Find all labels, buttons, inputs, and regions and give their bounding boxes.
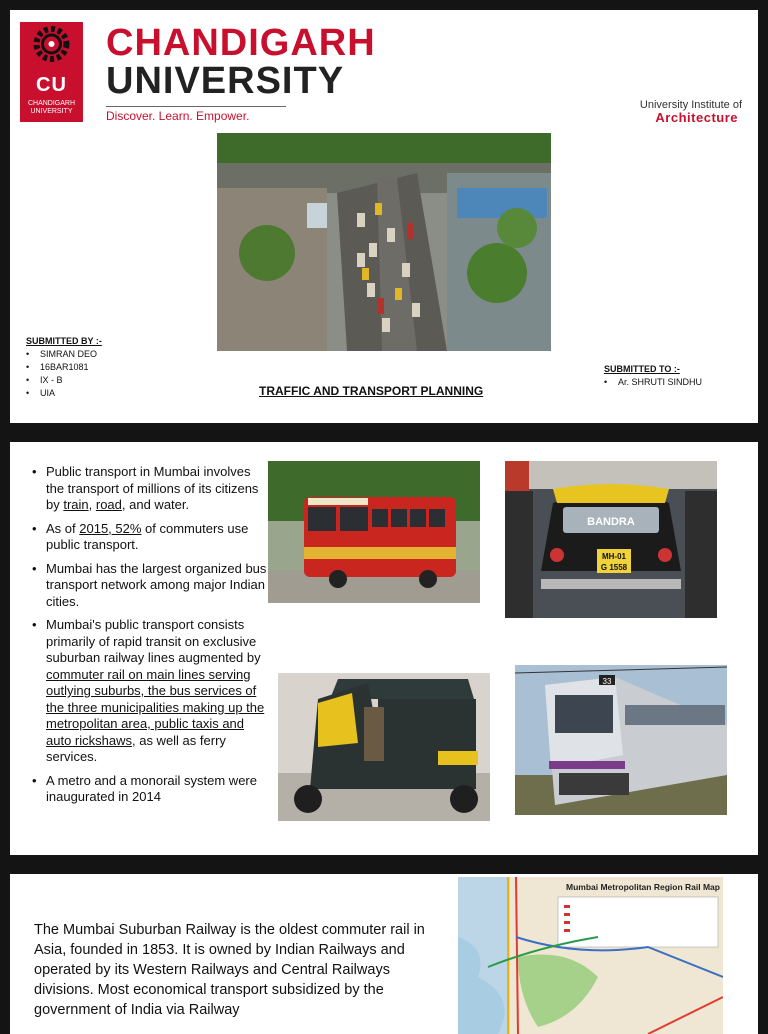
title-slide [10, 10, 758, 423]
suburban-railway-slide [10, 874, 758, 1034]
train-link[interactable]: train [63, 497, 89, 512]
train-number-display: 33 [602, 677, 612, 686]
list-item: • 16BAR1081 [26, 361, 97, 374]
list-item: • UIA [26, 387, 97, 400]
brand-name-line1: CHANDIGARH [106, 22, 376, 64]
university-logo [20, 22, 83, 122]
rail-map-image [458, 877, 723, 1034]
bullet-item: • Public transport in Mumbai involves the transport of millions of its citizens by train, road, and water. [32, 464, 270, 514]
brand-name-line2: UNIVERSITY [106, 60, 345, 102]
submitted-to-label: SUBMITTED TO :- [604, 364, 680, 374]
bullet-item: • Mumbai has the largest organized bus transport network among major Indian cities. [32, 561, 270, 611]
submitted-by-label: SUBMITTED BY :- [26, 336, 102, 346]
list-item: • IX - B [26, 374, 97, 387]
bullet-item: • Mumbai's public transport consists primarily of rapid transit on exclusive suburban railway lines augmented by commuter rail on main lines serving outlying suburbs, the bus services of the three municipalities making up the metropolitan area, public taxis and auto rickshaws, as well as ferry services. [32, 617, 270, 766]
gear-emblem-icon [20, 22, 83, 72]
taxi-photo [505, 461, 717, 618]
institute-line1: University Institute of [639, 99, 742, 111]
bullet-list [32, 464, 270, 813]
logo-initials: CU [36, 74, 67, 96]
aerial-traffic-photo [217, 133, 551, 351]
public-transport-slide [10, 442, 758, 855]
map-title: Mumbai Metropolitan Region Rail Map [566, 882, 720, 892]
submitted-to-list [604, 376, 702, 389]
statistic-link[interactable]: 2015, 52% [79, 520, 142, 536]
taxi-windshield-sign: BANDRA [587, 516, 635, 528]
brand-divider [106, 106, 286, 107]
bullet-item: • A metro and a monorail system were inaugurated in 2014 [32, 773, 270, 806]
auto-rickshaw-photo [278, 673, 490, 821]
local-train-photo [515, 665, 727, 815]
bullet-item: • As of 2015, 52% of commuters use public transport. [32, 521, 270, 554]
red-bus-photo [268, 461, 480, 603]
slide-title: TRAFFIC AND TRANSPORT PLANNING [259, 384, 484, 398]
taxi-plate-line2: G 1558 [600, 563, 628, 572]
railway-paragraph: The Mumbai Suburban Railway is the oldest commuter rail in Asia, founded in 1853. It is owned by Indian Railways and operated by its Western Railways and Central Railways divisions. Most economical transport subsidized by the government of India via Railway [34, 922, 425, 1018]
institute-line2: Architecture [655, 110, 738, 125]
logo-name: CHANDIGARH UNIVERSITY [27, 100, 76, 115]
taxi-plate-line1: MH-01 [601, 552, 627, 561]
list-item: • SIMRAN DEO [26, 348, 97, 361]
road-link[interactable]: road [95, 497, 122, 512]
list-item: • Ar. SHRUTI SINDHU [604, 376, 702, 389]
brand-tagline: Discover. Learn. Empower. [106, 109, 250, 123]
submitted-by-list [26, 348, 97, 400]
commuter-rail-link[interactable]: commuter rail on main lines serving outlying suburbs, the bus services of the three municipalities making up the metropolitan area, public taxis and auto rickshaws [46, 666, 265, 748]
